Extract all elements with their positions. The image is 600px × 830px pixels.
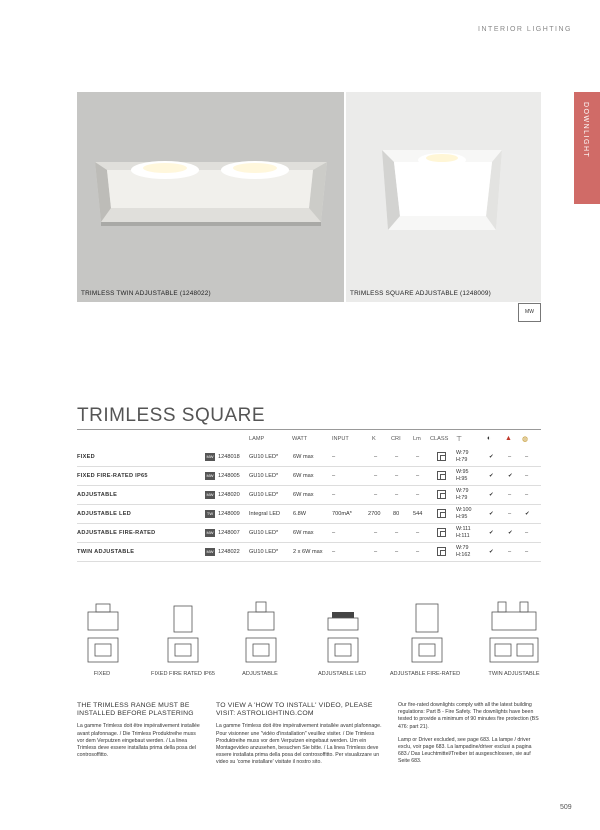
lm: –	[416, 549, 420, 555]
check-2: –	[508, 511, 512, 517]
finish-badge: MW	[206, 473, 214, 478]
class-icon	[437, 452, 446, 461]
input: 700mA*	[332, 511, 352, 517]
check-1: ✔	[489, 473, 494, 479]
table-row[interactable]	[77, 543, 541, 562]
notes-body: La gamme Trimless doit être impérativement installée avant plafonnage. Pour visionner une "vidéo d'installation" veuillez visiter. / Die Trimless Produktreihe muss vor dem Verputzen eingebaut werden. Um ein Montagevideo anzusehen, besuchen Sie bitte. / La linea Trimless deve essere installata prima della posa del controsoffitto. Per visualizzare un video su 'come installare' visitate il nostro sito.	[216, 723, 382, 766]
check-1: ✔	[489, 454, 494, 460]
diagram-fixed-fire	[152, 598, 212, 664]
check-3: –	[525, 473, 529, 479]
input: –	[332, 454, 336, 460]
photo-caption-square: TRIMLESS SQUARE ADJUSTABLE (1248009)	[350, 290, 491, 297]
lamp: GU10 LED*	[249, 454, 279, 460]
cutout-icon: ⊤	[456, 436, 463, 443]
notes-body: La gamme Trimless doit être impérativement installée avant plafonnage. / Die Trimless Produktreihe muss vor dem Verputzen eingebaut werden. / La linea Trimless deve essere installata prima della posa del controsoffitto.	[77, 723, 200, 759]
k: –	[374, 549, 378, 555]
finish-badge: TW	[206, 511, 214, 516]
square-fitting-illustration	[346, 92, 541, 302]
notes-heading: THE TRIMLESS RANGE MUST BE INSTALLED BEFORE PLASTERING	[77, 702, 194, 718]
dimensions: W:79 H:162	[456, 545, 471, 558]
lamp: GU10 LED*	[249, 473, 279, 479]
row-name: FIXED FIRE-RATED IP65	[77, 473, 148, 479]
page-number: 509	[560, 804, 572, 811]
class-icon	[437, 490, 446, 499]
lamp: GU10 LED*	[249, 492, 279, 498]
col-cri: CRI	[391, 436, 401, 442]
title-divider	[77, 429, 541, 430]
product-code: 1248009	[218, 511, 240, 517]
col-watt: WATT	[292, 436, 308, 442]
class-icon	[437, 471, 446, 480]
check-2: ✔	[508, 473, 513, 479]
col-input: INPUT	[332, 436, 349, 442]
finish-badge: MW	[206, 530, 214, 535]
dimmable-icon: ◍	[522, 436, 529, 443]
cri: –	[395, 454, 399, 460]
dimensions: W:79 H:79	[456, 488, 469, 501]
input: –	[332, 492, 336, 498]
diagram-label: ADJUSTABLE FIRE-RATED	[389, 671, 461, 677]
row-name: TWIN ADJUSTABLE	[77, 549, 135, 555]
finish-badge: MW	[206, 549, 214, 554]
notes-col-3	[398, 702, 543, 772]
lamp: GU10 LED*	[249, 549, 279, 555]
check-2: –	[508, 454, 512, 460]
fire-icon: ▲	[505, 435, 512, 442]
category-tab[interactable]	[574, 92, 600, 204]
row-name: ADJUSTABLE	[77, 492, 118, 498]
diagram-label: FIXED FIRE RATED IP65	[151, 671, 215, 677]
col-k: K	[372, 436, 376, 442]
check-3: ✔	[525, 511, 530, 517]
category-tab-label: DOWNLIGHT	[582, 102, 589, 159]
diagram-twin	[482, 598, 542, 664]
check-3: –	[525, 549, 529, 555]
lamp: Integral LED	[249, 511, 281, 517]
row-name: ADJUSTABLE FIRE-RATED	[77, 530, 156, 536]
diagram-label: ADJUSTABLE	[242, 671, 278, 677]
check-1: ✔	[489, 549, 494, 555]
check-3: –	[525, 454, 529, 460]
photo-caption-twin: TRIMLESS TWIN ADJUSTABLE (1248022)	[81, 290, 211, 297]
k: 2700	[368, 511, 381, 517]
check-2: –	[508, 492, 512, 498]
fire-rating-note: Our fire-rated downlights comply with all the latest building regulations: Part B - Fire Safety. The downlights have been tested to provide a minimum of 90 minutes fire protection (BS 476: part 21).	[398, 702, 539, 730]
row-name: FIXED	[77, 454, 95, 460]
finish-badge: MW	[206, 454, 214, 459]
k: –	[374, 473, 378, 479]
row-name: ADJUSTABLE LED	[77, 511, 132, 517]
check-2: –	[508, 549, 512, 555]
class-icon	[437, 528, 446, 537]
check-3: –	[525, 530, 529, 536]
check-1: ✔	[489, 492, 494, 498]
product-code: 1248020	[218, 492, 240, 498]
lm: –	[416, 492, 420, 498]
watt: 6W max	[293, 492, 314, 498]
product-code: 1248018	[218, 454, 240, 460]
cri: 80	[393, 511, 400, 517]
notes-col-1	[77, 702, 202, 765]
diagram-label: TWIN ADJUSTABLE	[488, 671, 540, 677]
product-title: TRIMLESS SQUARE	[77, 405, 266, 426]
input: –	[332, 473, 336, 479]
k: –	[374, 530, 378, 536]
table-row[interactable]	[77, 467, 541, 486]
diagram-adjustable	[230, 598, 290, 664]
lamp: GU10 LED*	[249, 530, 279, 536]
notes-col-2	[216, 702, 384, 773]
watt: 6W max	[293, 530, 314, 536]
col-class: CLASS	[430, 436, 449, 442]
diagram-fixed	[72, 598, 132, 664]
product-code: 1248005	[218, 473, 240, 479]
lm: –	[416, 530, 420, 536]
check-3: –	[525, 492, 529, 498]
check-1: ✔	[489, 511, 494, 517]
dimensions: W:100 H:95	[456, 507, 472, 520]
k: –	[374, 492, 378, 498]
cri: –	[395, 549, 399, 555]
diagram-label: ADJUSTABLE LED	[317, 671, 367, 677]
check-2: ✔	[508, 530, 513, 536]
finish-badge: MW	[206, 492, 214, 497]
product-code: 1248022	[218, 549, 240, 555]
watt: 6W max	[293, 454, 314, 460]
class-icon	[437, 547, 446, 556]
input: –	[332, 549, 336, 555]
diagram-adjustable-led	[312, 598, 372, 664]
table-row[interactable]	[77, 486, 541, 505]
watt: 6W max	[293, 473, 314, 479]
table-row[interactable]	[77, 524, 541, 543]
product-photo-square	[346, 92, 541, 302]
cri: –	[395, 473, 399, 479]
section-header: INTERIOR LIGHTING	[478, 26, 572, 33]
lm: 544	[413, 511, 423, 517]
mw-badge: MW	[518, 303, 541, 322]
product-code: 1248007	[218, 530, 240, 536]
dimensions: W:95 H:95	[456, 469, 469, 482]
notes-heading[interactable]: TO VIEW A 'HOW TO INSTALL' VIDEO, PLEASE VISIT: ASTROLIGHTING.COM	[216, 702, 373, 718]
input: –	[332, 530, 336, 536]
dimensions: W:111 H:111	[456, 526, 471, 539]
twin-fitting-illustration	[77, 92, 344, 302]
class-icon	[437, 509, 446, 518]
k: –	[374, 454, 378, 460]
col-lamp: LAMP	[249, 436, 265, 442]
product-photo-twin	[77, 92, 344, 302]
col-lm: Lm	[413, 436, 421, 442]
table-row[interactable]	[77, 505, 541, 524]
watt: 2 x 6W max	[293, 549, 323, 555]
cri: –	[395, 492, 399, 498]
lm: –	[416, 473, 420, 479]
watt: 6.8W	[293, 511, 307, 517]
table-row[interactable]	[77, 448, 541, 467]
dimensions: W:79 H:79	[456, 450, 469, 463]
check-1: ✔	[489, 530, 494, 536]
diagram-adjustable-fire	[396, 598, 456, 664]
lm: –	[416, 454, 420, 460]
diagram-label: FIXED	[93, 671, 111, 677]
lamp-note: Lamp or Driver excluded, see page 683. La lampe / driver exclu, voir page 683. La lampadine/driver esclusi a pagina 683./ Das Leuchtmittel/Treiber ist ausgeschlossen, sie auf Seite 683.	[398, 736, 532, 765]
cri: –	[395, 530, 399, 536]
bathroom-icon: ◐	[487, 435, 492, 442]
